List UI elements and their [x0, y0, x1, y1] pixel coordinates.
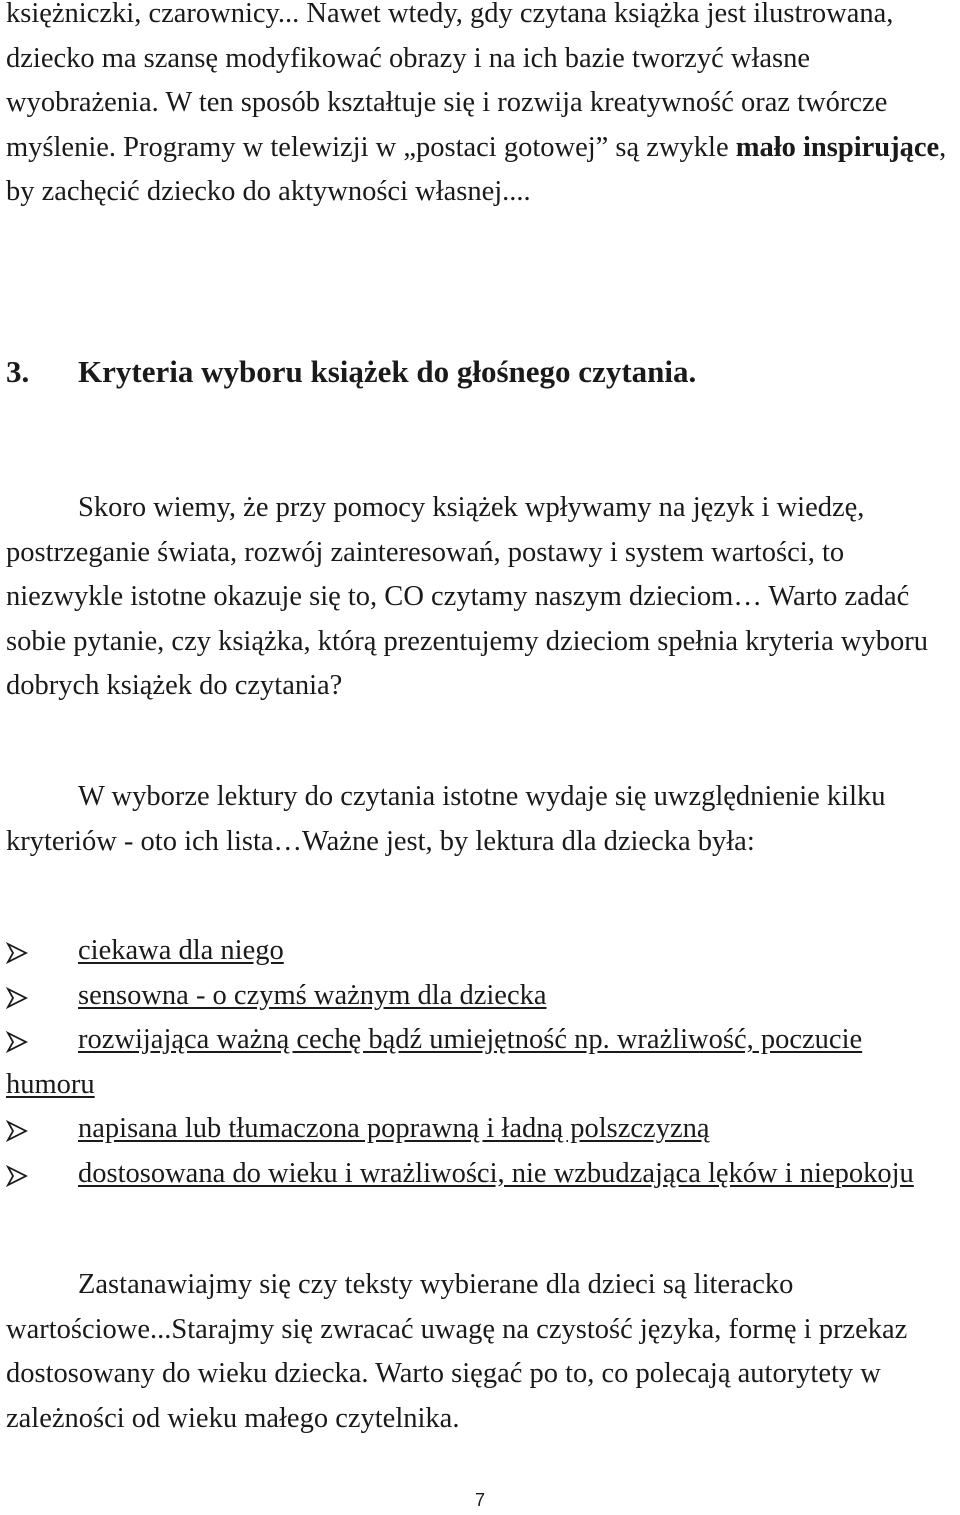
body-paragraph-3: Zastanawiajmy się czy teksty wybierane dla dzieci są literacko wartościowe...Starajmy się zwracać uwagę na czystość języka, formę i przekaz dostosowany do wieku dziecka. Warto sięgać po to, co polecają autorytety w zależności od wieku małego czytelnika. [6, 1269, 908, 1434]
intro-paragraph [6, 0, 956, 215]
list-item [6, 929, 956, 974]
criteria-item-text: rozwijająca ważną cechę bądź umiejętność np. wrażliwość, poczucie humoru [6, 1024, 863, 1100]
intro-bold-phrase: mało inspirujące [735, 131, 940, 163]
intro-text-b: , by zachęcić dziecko do aktywności własnej.... [6, 131, 947, 207]
arrowhead-bullet-icon [6, 942, 28, 964]
section-title: Kryteria wyboru książek do głośnego czytania. [78, 354, 697, 389]
body-paragraph-2: W wyborze lektury do czytania istotne wydaje się uwzględnienie kilku kryteriów - oto ich lista…Ważne jest, by lektura dla dziecka była: [6, 781, 886, 857]
arrowhead-bullet-icon [6, 987, 28, 1009]
criteria-item-text: ciekawa dla niego [78, 935, 284, 966]
list-item [6, 974, 956, 1019]
intro-text-a: księżniczki, czarownicy... Nawet wtedy, gdy czytana książka jest ilustrowana, dziecko ma szansę modyfikować obrazy i na ich bazie tworzyć własne wyobrażenia. W ten sposób kształtuje się i rozwija kreatywność oraz twórcze myślenie. Programy w telewizji w „postaci gotowej” są zwykle [6, 0, 894, 163]
section-number: 3. [6, 354, 30, 389]
section-heading [6, 350, 956, 394]
list-item [6, 1107, 956, 1152]
criteria-item-text: dostosowana do wieku i wrażliwości, nie wzbudzająca lęków i niepokoju [78, 1157, 914, 1189]
list-item [6, 1018, 956, 1107]
body-paragraph-1: Skoro wiemy, że przy pomocy książek wpływamy na język i wiedzę, postrzeganie świata, rozwój zainteresowań, postawy i system wartości, to niezwykle istotne okazuje się to, CO czytamy naszym dzieciom… Warto zadać sobie pytanie, czy książka, którą prezentujemy dzieciom spełnia kryteria wyboru dobrych książek do czytania? [6, 492, 928, 701]
arrowhead-bullet-icon [6, 1165, 28, 1187]
list-item [6, 1152, 956, 1197]
arrowhead-bullet-icon [6, 1120, 28, 1142]
arrowhead-bullet-icon [6, 1031, 28, 1053]
criteria-item-text: sensowna - o czymś ważnym dla dziecka [78, 979, 547, 1011]
criteria-list [6, 929, 956, 1196]
criteria-item-text: napisana lub tłumaczona poprawną i ładną polszczyzną [78, 1113, 710, 1144]
page-number: 7 [474, 1490, 485, 1510]
